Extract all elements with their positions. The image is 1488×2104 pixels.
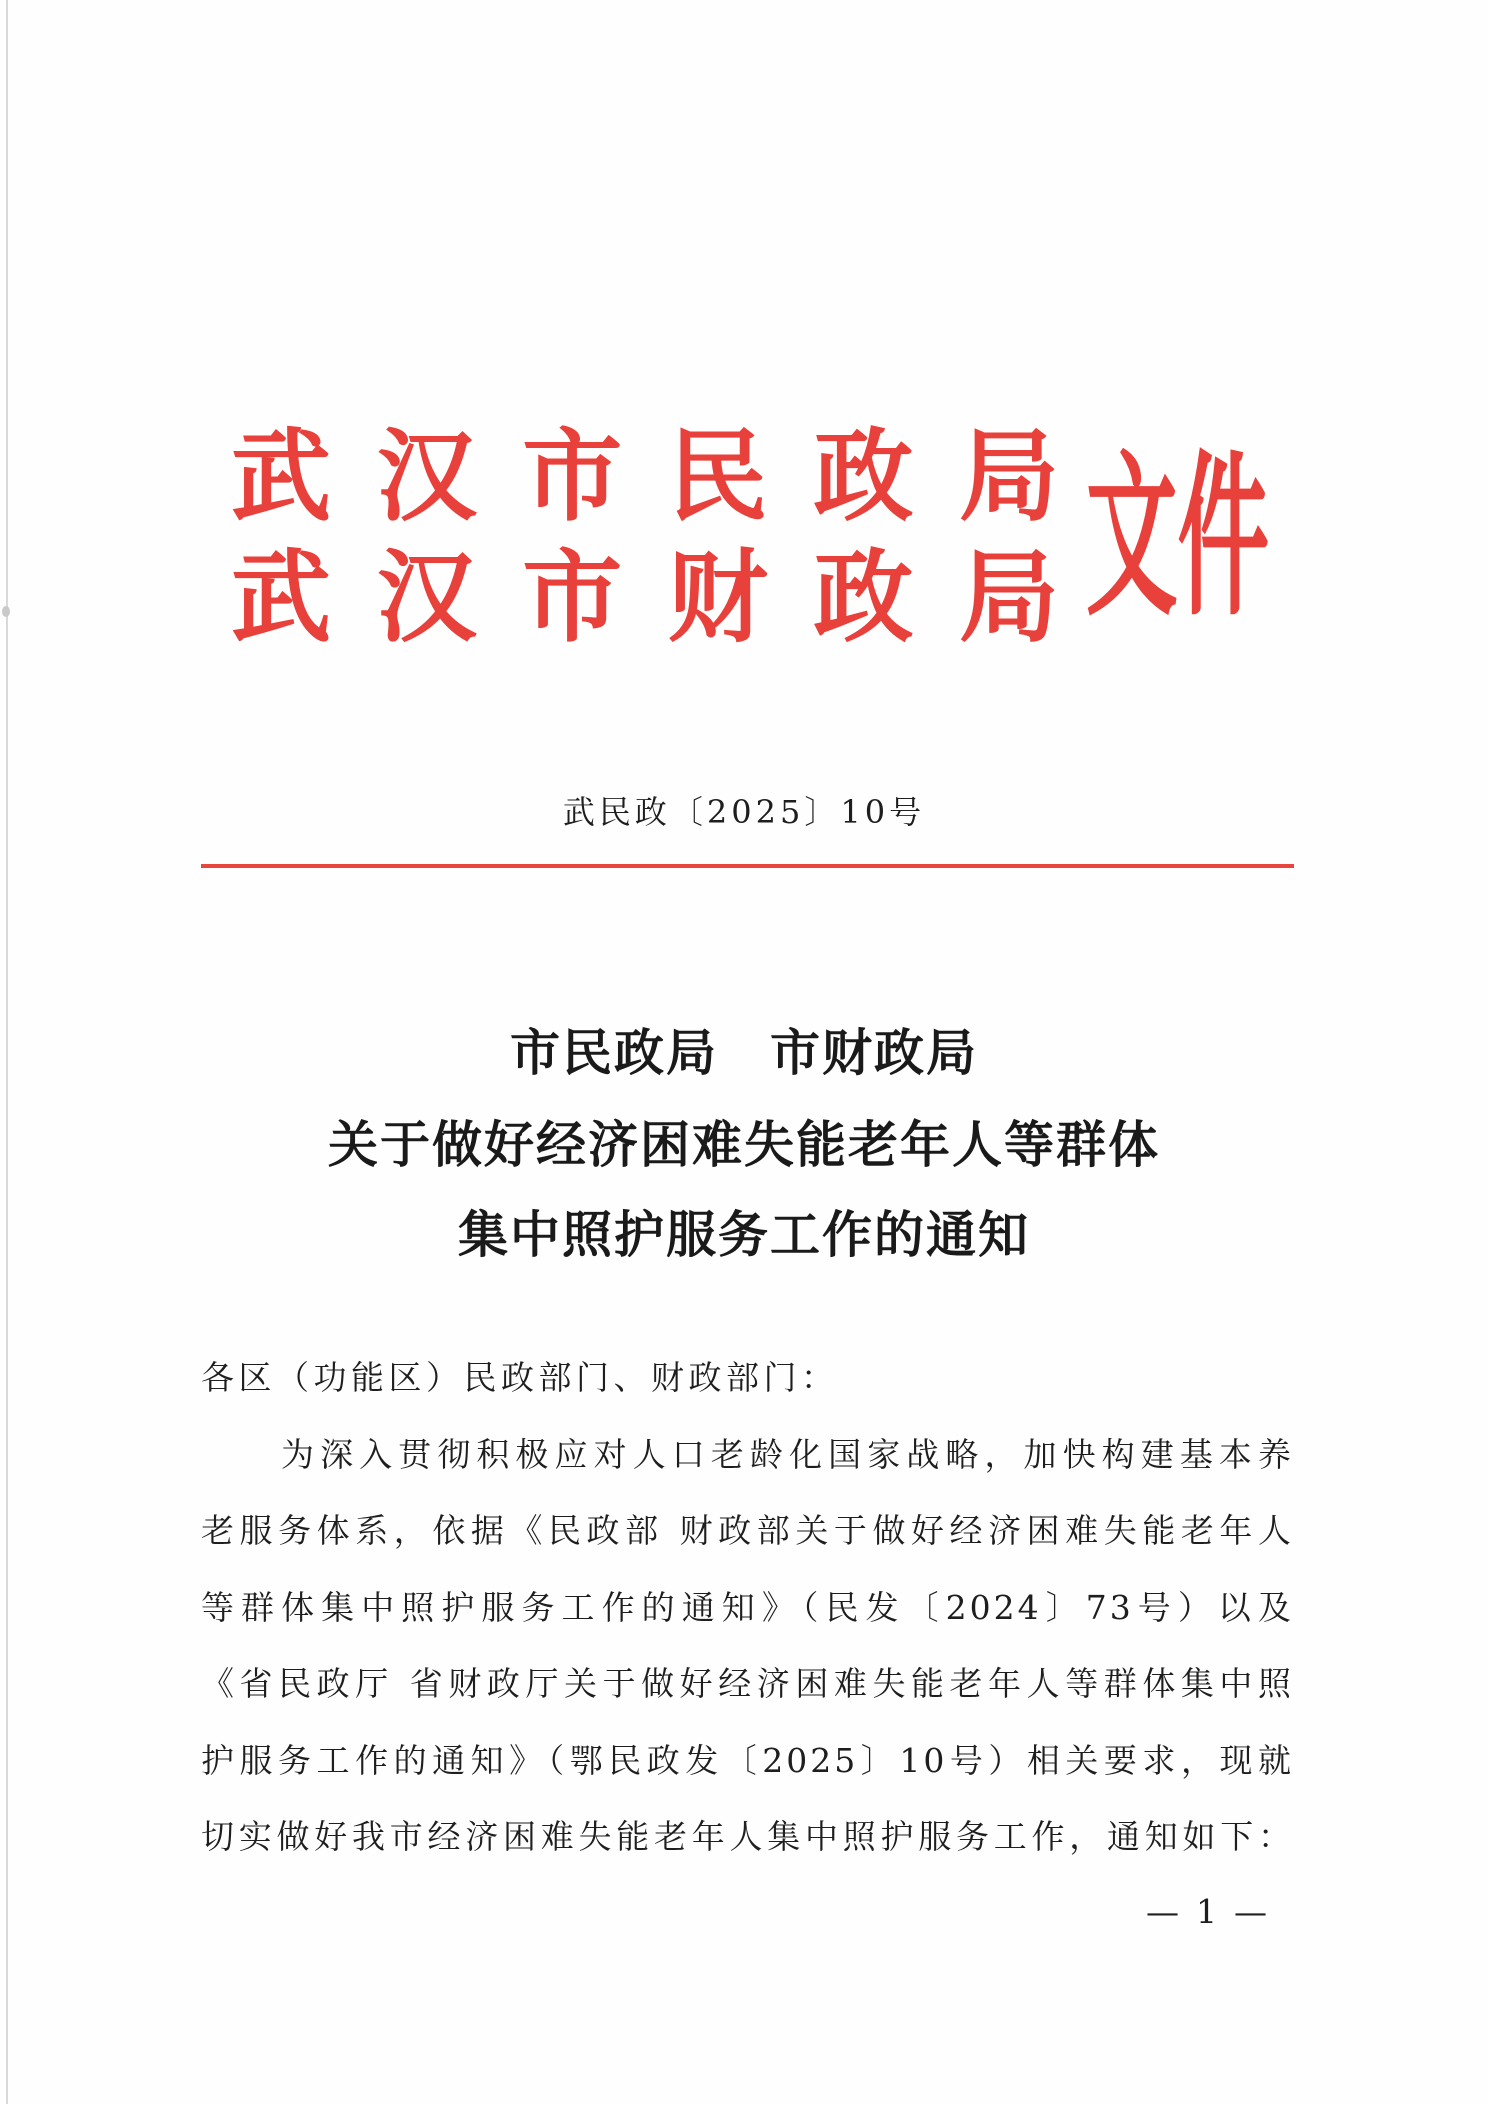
body-line: 切实做好我市经济困难失能老年人集中照护服务工作，通知如下：: [201, 1817, 1294, 1856]
title-line-2: 关于做好经济困难失能老年人等群体: [328, 1115, 1160, 1174]
red-divider-line: [201, 864, 1294, 868]
issuing-org-line-2: 武汉市财政局: [231, 538, 1059, 656]
body-text: [201, 1340, 1294, 1876]
page-number: — 1 —: [1146, 1892, 1267, 1931]
title-line-1: 市民政局 市财政局: [510, 1023, 978, 1082]
document-type-label: 文件: [1086, 433, 1270, 640]
body-line: 等群体集中照护服务工作的通知》（民发〔2024〕73号）以及: [201, 1587, 1294, 1627]
binding-mark: [2, 606, 10, 617]
issuing-org-line-1: 武汉市民政局: [231, 417, 1059, 535]
body-line: 老服务体系，依据《民政部 财政部关于做好经济困难失能老年人: [201, 1511, 1294, 1550]
body-line: 《省民政厅 省财政厅关于做好经济困难失能老年人等群体集中照: [201, 1664, 1294, 1703]
document-number: 武民政〔2025〕10号: [562, 793, 926, 831]
body-line: 为深入贯彻积极应对人口老龄化国家战略，加快构建基本养: [281, 1434, 1294, 1474]
salutation: 各区（功能区）民政部门、财政部门：: [201, 1358, 839, 1397]
title-line-3: 集中照护服务工作的通知: [458, 1205, 1030, 1264]
body-line: 护服务工作的通知》（鄂民政发〔2025〕10号）相关要求，现就: [201, 1740, 1294, 1780]
